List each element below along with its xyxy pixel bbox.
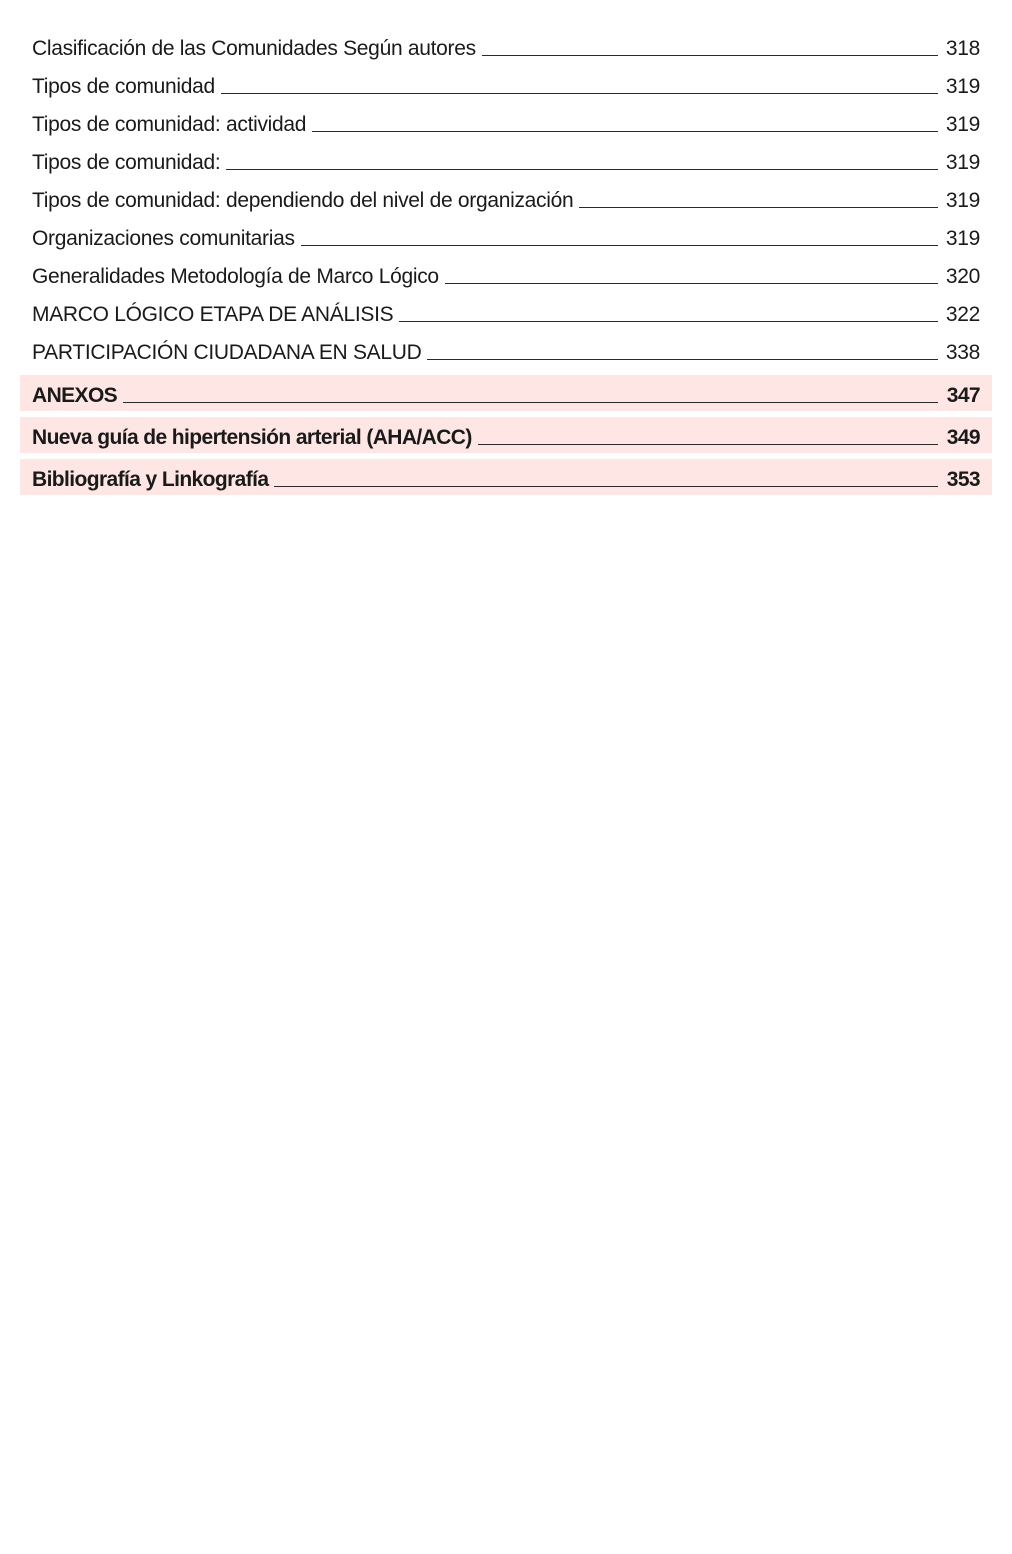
toc-entry-title: Tipos de comunidad: actividad [32,113,307,136]
toc-entry-page: 347 [946,384,980,407]
dot-leader [221,93,938,94]
toc-entry-highlighted[interactable] [20,417,992,453]
toc-entry-title: Generalidades Metodología de Marco Lógico [32,265,439,288]
toc-entry[interactable] [20,179,992,217]
toc-entry-page: 319 [945,113,980,136]
dot-leader [399,321,938,322]
toc-entry-page: 319 [945,227,980,250]
toc-entry-title: MARCO LÓGICO ETAPA DE ANÁLISIS [32,303,394,326]
toc-entry-page: 318 [945,37,980,60]
dot-leader [482,55,938,56]
dot-leader [274,486,938,487]
dot-leader [226,169,938,170]
dot-leader [427,359,938,360]
toc-entry-title: Organizaciones comunitarias [32,227,295,250]
toc-entry-highlighted[interactable] [20,459,992,495]
dot-leader [123,402,938,403]
dot-leader [312,131,938,132]
toc-entry[interactable] [20,141,992,179]
toc-entry-title: Clasificación de las Comunidades Según autores [32,37,476,60]
toc-entry-page: 338 [945,341,980,364]
toc-entry-highlighted[interactable] [20,375,992,411]
toc-entry-page: 320 [945,265,980,288]
toc-entry[interactable] [20,27,992,65]
toc-entry[interactable] [20,217,992,255]
dot-leader [445,283,938,284]
toc-entry-title: Nueva guía de hipertensión arterial (AHA/ACC) [32,426,472,449]
toc-entry-title: ANEXOS [32,384,118,407]
toc-entry-page: 319 [945,151,980,174]
toc-entry-title: Tipos de comunidad [32,75,215,98]
toc-entry-page: 319 [945,189,980,212]
toc-entry[interactable] [20,255,992,293]
toc-entry[interactable] [20,293,992,331]
toc-entry-page: 319 [945,75,980,98]
toc-entry-title: Bibliografía y Linkografía [32,468,269,491]
toc-entry[interactable] [20,65,992,103]
toc-entry[interactable] [20,331,992,369]
toc-entry-page: 349 [946,426,980,449]
toc-entry-title: Tipos de comunidad: dependiendo del nivel de organización [32,189,574,212]
toc-entry-page: 353 [946,468,980,491]
toc-entry[interactable] [20,103,992,141]
dot-leader [301,245,938,246]
dot-leader [478,444,938,445]
table-of-contents [0,27,1012,501]
toc-entry-title: Tipos de comunidad: [32,151,221,174]
toc-entry-page: 322 [945,303,980,326]
dot-leader [579,207,938,208]
toc-entry-title: PARTICIPACIÓN CIUDADANA EN SALUD [32,341,422,364]
